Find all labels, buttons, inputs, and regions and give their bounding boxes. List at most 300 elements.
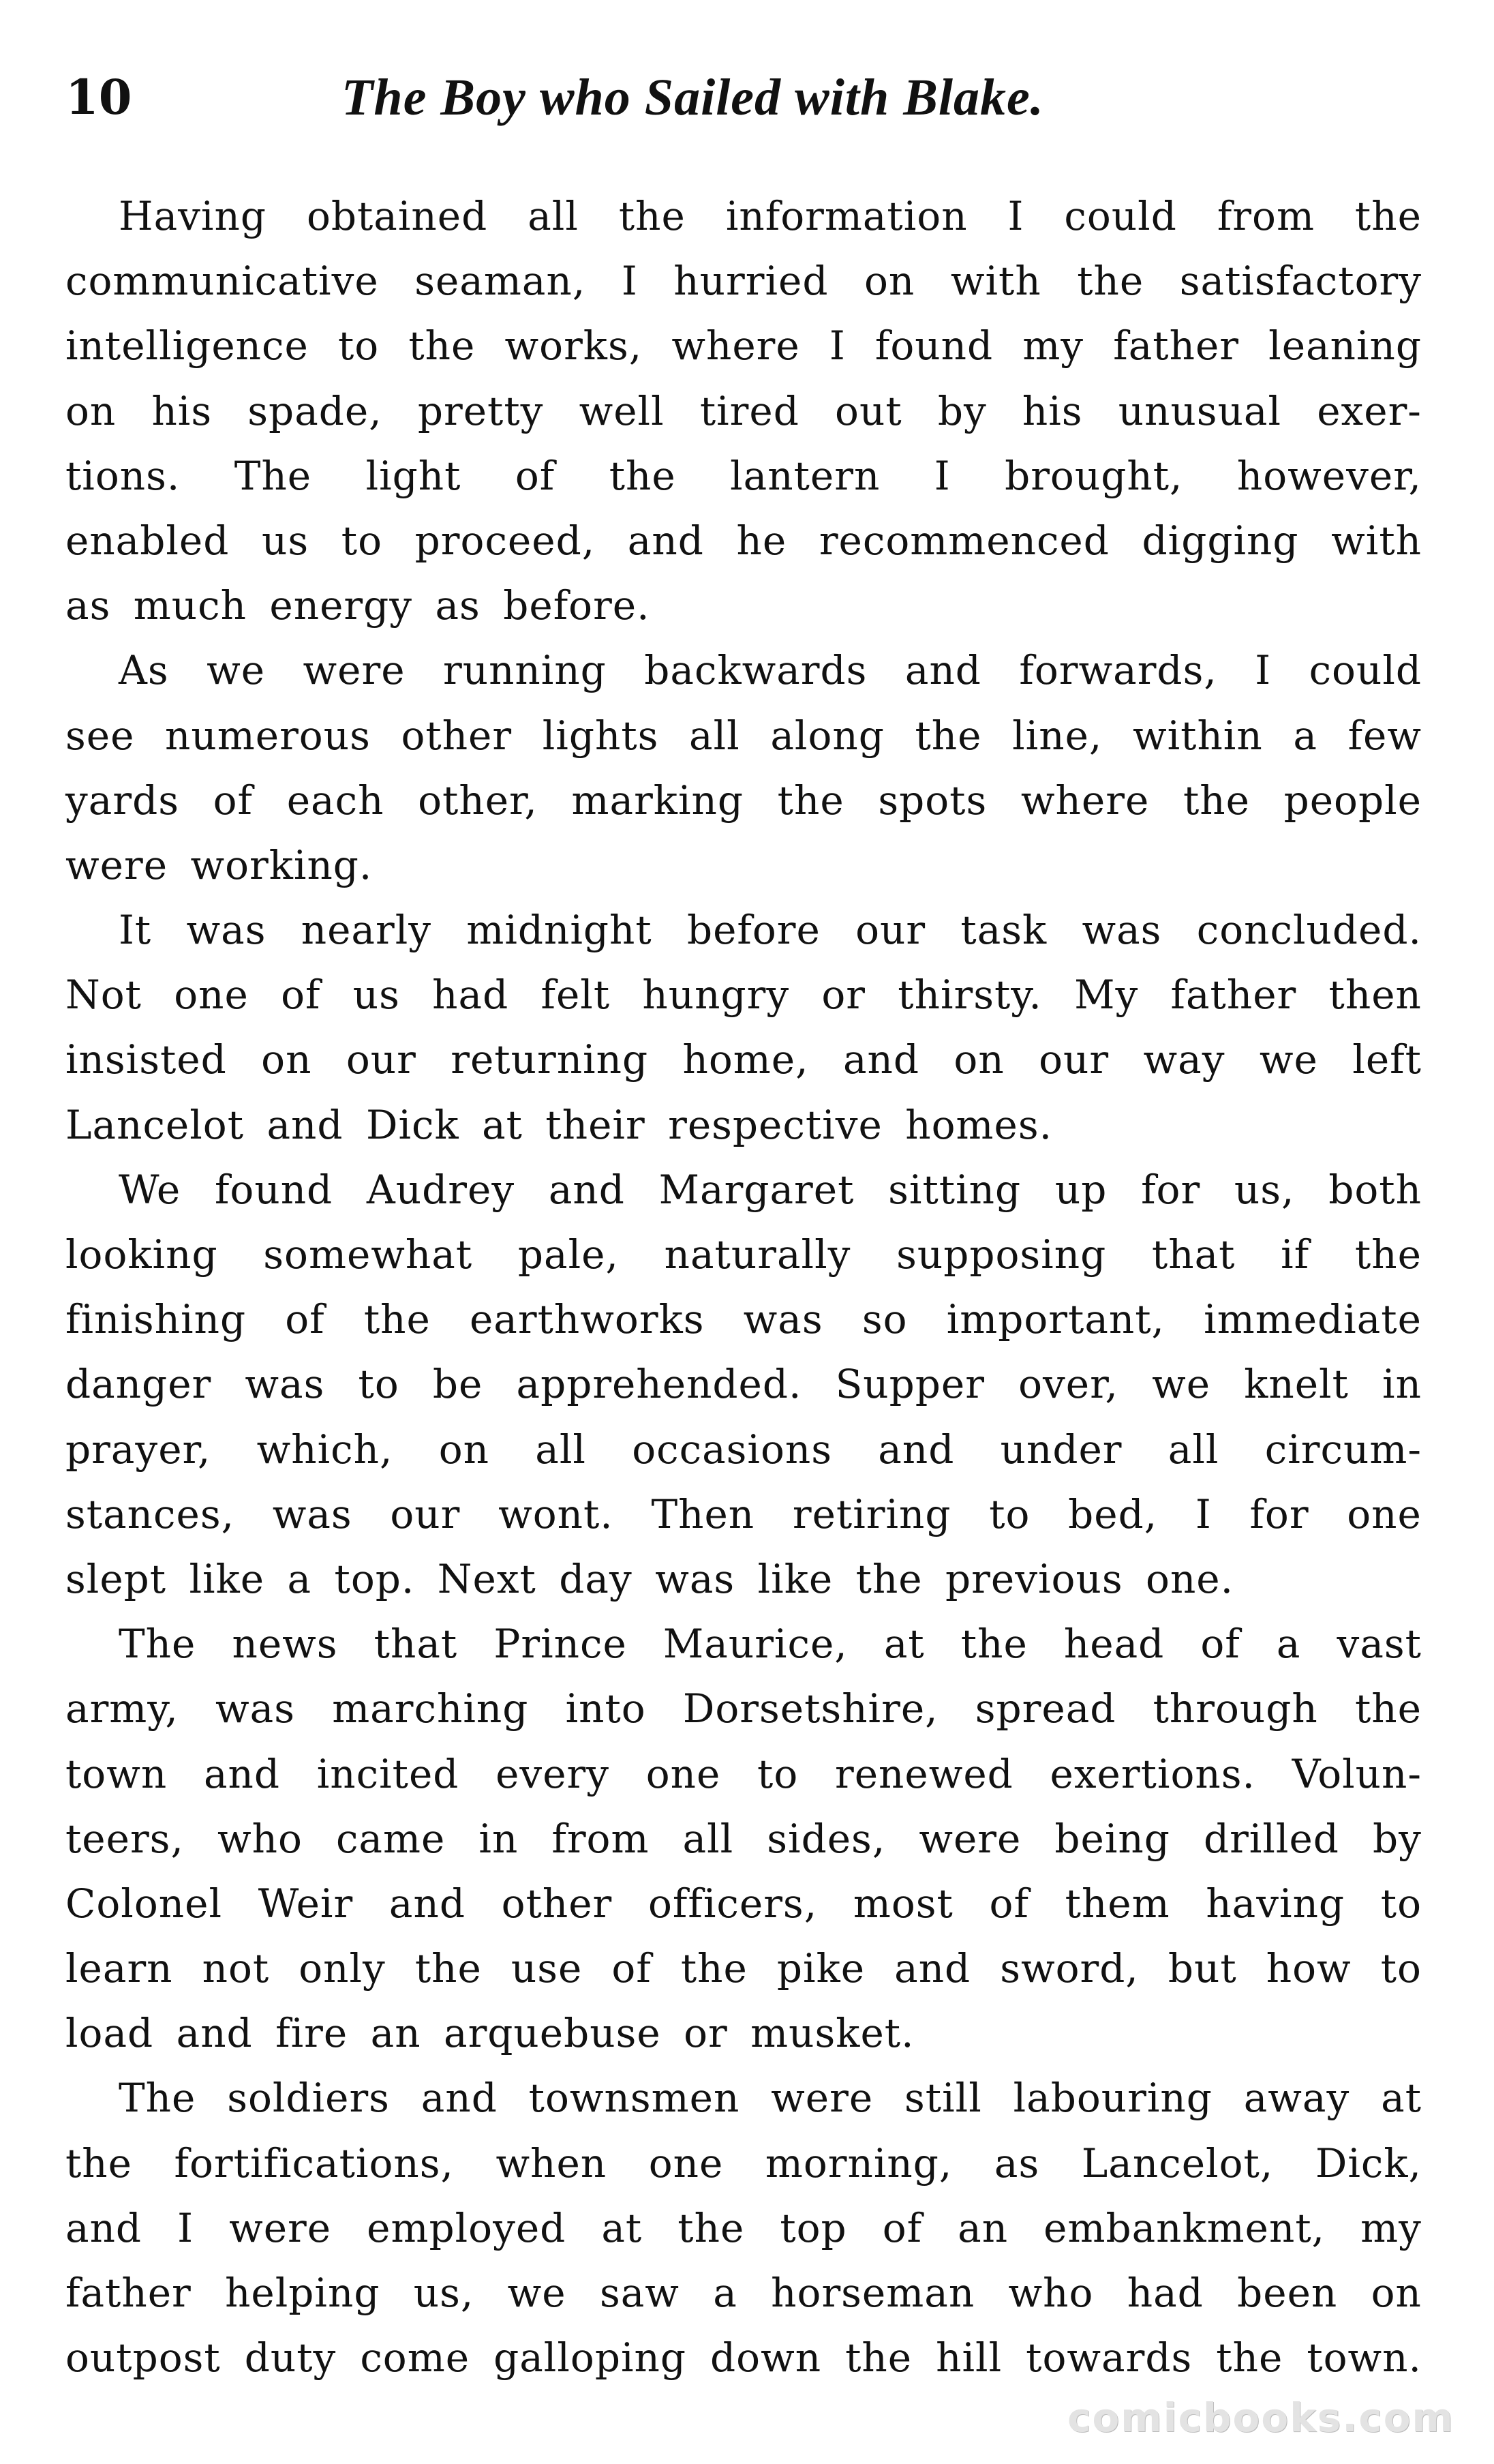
text-line bbox=[65, 1222, 1422, 1287]
text-line bbox=[65, 2196, 1422, 2261]
word: to bbox=[337, 322, 380, 370]
word: stances, bbox=[65, 1490, 235, 1537]
word: and bbox=[388, 1880, 466, 1927]
word: numerous bbox=[165, 712, 371, 759]
word: of bbox=[1200, 1621, 1240, 1668]
word: obtained bbox=[306, 193, 488, 239]
word: the bbox=[1354, 1231, 1422, 1278]
word: teers, bbox=[65, 1815, 184, 1862]
word: on bbox=[954, 1036, 1005, 1083]
word: of bbox=[285, 1296, 325, 1343]
word: wont. bbox=[498, 1490, 613, 1537]
text-line bbox=[65, 963, 1422, 1027]
word: however, bbox=[1236, 452, 1422, 499]
text-line bbox=[65, 2261, 1422, 2326]
word: under bbox=[1000, 1426, 1123, 1473]
word: the bbox=[1354, 193, 1422, 239]
word: one bbox=[648, 2139, 724, 2187]
word: to bbox=[757, 1750, 799, 1797]
word: sword, bbox=[1000, 1945, 1139, 1992]
word: Dorsetshire, bbox=[682, 1685, 939, 1732]
text-line: Lancelot and Dick at their respective homes. bbox=[65, 1101, 1053, 1148]
word: the bbox=[414, 1945, 482, 1992]
word: I bbox=[1007, 193, 1024, 239]
word: army, bbox=[65, 1685, 179, 1732]
word: other bbox=[401, 712, 513, 759]
word: that bbox=[374, 1621, 458, 1668]
word: all bbox=[689, 712, 740, 759]
word: learn bbox=[65, 1945, 173, 1992]
word: Supper bbox=[835, 1361, 985, 1408]
word: the bbox=[915, 712, 982, 759]
word: town. bbox=[1307, 2334, 1422, 2382]
word: left bbox=[1352, 1036, 1422, 1083]
word: soldiers bbox=[227, 2075, 390, 2122]
word: naturally bbox=[664, 1231, 851, 1278]
word: supposing bbox=[896, 1231, 1107, 1278]
word: we bbox=[1152, 1361, 1211, 1408]
word: enabled bbox=[65, 517, 230, 564]
word: one bbox=[1347, 1490, 1422, 1537]
word: bed, bbox=[1068, 1490, 1158, 1537]
word: by bbox=[1372, 1815, 1422, 1862]
word: felt bbox=[540, 972, 611, 1019]
text-line bbox=[65, 704, 1422, 768]
word: circum- bbox=[1264, 1426, 1422, 1473]
word: us, bbox=[413, 2270, 474, 2316]
word: been bbox=[1237, 2270, 1338, 2316]
word: of bbox=[882, 2204, 923, 2251]
word: only bbox=[299, 1945, 386, 1992]
word: drilled bbox=[1203, 1815, 1339, 1862]
text-line bbox=[65, 1677, 1422, 1741]
word: Having bbox=[119, 193, 266, 239]
word: the bbox=[845, 2334, 913, 2382]
word: within bbox=[1132, 712, 1263, 759]
word: The bbox=[234, 452, 312, 499]
word: down bbox=[710, 2334, 822, 2382]
word: with bbox=[950, 258, 1041, 305]
word: seaman, bbox=[414, 258, 586, 305]
word: by bbox=[937, 387, 987, 434]
word: not bbox=[202, 1945, 270, 1992]
word: exertions. bbox=[1050, 1750, 1255, 1797]
word: or bbox=[821, 972, 866, 1019]
watermark: comicbooks.com bbox=[1067, 2394, 1454, 2441]
word: tions. bbox=[65, 452, 181, 499]
word: forwards, bbox=[1019, 647, 1217, 694]
text-line bbox=[65, 444, 1422, 509]
word: labouring bbox=[1013, 2075, 1213, 2122]
running-title: The Boy who Sailed with Blake. bbox=[341, 69, 1044, 126]
paragraph bbox=[65, 184, 1422, 638]
word: so bbox=[862, 1296, 908, 1343]
word: along bbox=[770, 712, 885, 759]
word: digging bbox=[1142, 517, 1299, 564]
word: we bbox=[507, 2270, 566, 2316]
word: exer- bbox=[1317, 387, 1422, 434]
word: in bbox=[1382, 1361, 1422, 1408]
word: backwards bbox=[644, 647, 868, 694]
text-line: as much energy as before. bbox=[65, 582, 650, 629]
word: concluded. bbox=[1196, 907, 1422, 954]
word: Colonel bbox=[65, 1880, 222, 1927]
word: come bbox=[360, 2334, 470, 2382]
word: hungry bbox=[642, 972, 790, 1019]
word: my bbox=[1022, 322, 1084, 370]
word: townsmen bbox=[528, 2075, 740, 2122]
word: light bbox=[365, 452, 461, 499]
word: apprehended. bbox=[516, 1361, 802, 1408]
page-header bbox=[65, 60, 1422, 135]
word: pretty bbox=[417, 387, 544, 434]
word: recommenced bbox=[819, 517, 1110, 564]
word: thirsty. bbox=[898, 972, 1042, 1019]
word: where bbox=[1020, 777, 1150, 824]
word: then bbox=[1328, 972, 1422, 1019]
word: were bbox=[229, 2204, 332, 2251]
word: the bbox=[1183, 777, 1250, 824]
word: each bbox=[286, 777, 384, 824]
text-line: load and fire an arquebuse or musket. bbox=[65, 2010, 915, 2057]
word: sitting bbox=[888, 1166, 1022, 1213]
word: us, bbox=[1234, 1166, 1295, 1213]
text-line bbox=[65, 1612, 1422, 1677]
word: of bbox=[281, 972, 321, 1019]
word: somewhat bbox=[263, 1231, 473, 1278]
word: at bbox=[601, 2204, 643, 2251]
word: us bbox=[262, 517, 309, 564]
paragraph bbox=[65, 638, 1422, 898]
word: was bbox=[743, 1296, 823, 1343]
word: a bbox=[713, 2270, 737, 2316]
word: were bbox=[919, 1815, 1022, 1862]
text-line bbox=[65, 1936, 1422, 2001]
word: hill bbox=[936, 2334, 1003, 2382]
word: being bbox=[1054, 1815, 1170, 1862]
word: was bbox=[186, 907, 266, 954]
word: but bbox=[1168, 1945, 1237, 1992]
word: I bbox=[934, 452, 951, 499]
word: insisted bbox=[65, 1036, 227, 1083]
word: as bbox=[994, 2139, 1040, 2187]
word: was bbox=[245, 1361, 325, 1408]
word: of bbox=[989, 1880, 1029, 1927]
word: in bbox=[478, 1815, 519, 1862]
word: hurried bbox=[673, 258, 829, 305]
word: was bbox=[215, 1685, 295, 1732]
word: of bbox=[515, 452, 555, 499]
word: brought, bbox=[1005, 452, 1183, 499]
word: Audrey bbox=[366, 1166, 515, 1213]
word: found bbox=[874, 322, 994, 370]
text-line bbox=[65, 1872, 1422, 1936]
word: morning, bbox=[765, 2139, 953, 2187]
word: to bbox=[358, 1361, 399, 1408]
word: I bbox=[177, 2204, 194, 2251]
word: home, bbox=[682, 1036, 809, 1083]
word: well bbox=[579, 387, 665, 434]
word: into bbox=[565, 1685, 646, 1732]
word: and bbox=[203, 1750, 280, 1797]
word: the bbox=[960, 1621, 1028, 1668]
text-line bbox=[65, 1352, 1422, 1417]
word: all bbox=[1168, 1426, 1219, 1473]
word: The bbox=[119, 1621, 196, 1668]
text-line bbox=[65, 249, 1422, 314]
text-line bbox=[65, 1482, 1422, 1547]
text-line bbox=[65, 1027, 1422, 1092]
word: most bbox=[853, 1880, 954, 1927]
word: and bbox=[548, 1166, 625, 1213]
word: his bbox=[1022, 387, 1083, 434]
word: up bbox=[1054, 1166, 1108, 1213]
word: were bbox=[303, 647, 406, 694]
word: vast bbox=[1337, 1621, 1422, 1668]
word: proceed, bbox=[414, 517, 596, 564]
body-text bbox=[65, 184, 1422, 2390]
word: had bbox=[432, 972, 509, 1019]
word: was bbox=[272, 1490, 352, 1537]
text-line bbox=[65, 2066, 1422, 2131]
word: Then bbox=[651, 1490, 755, 1537]
word: communicative bbox=[65, 258, 379, 305]
word: to bbox=[989, 1490, 1031, 1537]
word: on bbox=[1371, 2270, 1422, 2316]
word: before bbox=[686, 907, 821, 954]
word: of bbox=[213, 777, 254, 824]
word: head bbox=[1063, 1621, 1165, 1668]
word: I bbox=[621, 258, 638, 305]
word: could bbox=[1309, 647, 1422, 694]
word: how bbox=[1266, 1945, 1352, 1992]
word: outpost bbox=[65, 2334, 221, 2382]
word: town bbox=[65, 1750, 168, 1797]
word: out bbox=[835, 387, 902, 434]
text-line bbox=[65, 1417, 1422, 1482]
word: the bbox=[609, 452, 676, 499]
word: spots bbox=[878, 777, 988, 824]
word: the bbox=[1077, 258, 1144, 305]
word: the bbox=[65, 2139, 132, 2187]
word: helping bbox=[225, 2270, 380, 2316]
word: that bbox=[1151, 1231, 1236, 1278]
word: a bbox=[1276, 1621, 1301, 1668]
word: I bbox=[1255, 647, 1272, 694]
word: Margaret bbox=[658, 1166, 855, 1213]
word: both bbox=[1328, 1166, 1422, 1213]
word: and bbox=[894, 1945, 971, 1992]
word: Lancelot, bbox=[1081, 2139, 1274, 2187]
word: nearly bbox=[301, 907, 432, 954]
text-line bbox=[65, 1287, 1422, 1352]
word: My bbox=[1074, 972, 1139, 1019]
word: renewed bbox=[834, 1750, 1013, 1797]
text-line bbox=[65, 379, 1422, 444]
word: them bbox=[1065, 1880, 1170, 1927]
word: still bbox=[904, 2075, 982, 2122]
word: his bbox=[151, 387, 213, 434]
word: our bbox=[1039, 1036, 1110, 1083]
word: prayer, bbox=[65, 1426, 211, 1473]
word: incited bbox=[316, 1750, 459, 1797]
word: the bbox=[618, 193, 686, 239]
word: embankment, bbox=[1043, 2204, 1326, 2251]
word: I bbox=[1195, 1490, 1212, 1537]
text-line bbox=[65, 1807, 1422, 1872]
word: one bbox=[645, 1750, 721, 1797]
word: way bbox=[1143, 1036, 1225, 1083]
word: few bbox=[1347, 712, 1422, 759]
paragraph bbox=[65, 1612, 1422, 2066]
word: fortifications, bbox=[174, 2139, 454, 2187]
text-line: slept like a top. Next day was like the previous one. bbox=[65, 1555, 1234, 1602]
word: the bbox=[677, 2204, 745, 2251]
word: top bbox=[780, 2204, 847, 2251]
word: the bbox=[777, 777, 844, 824]
word: intelligence bbox=[65, 322, 309, 370]
word: with bbox=[1331, 517, 1422, 564]
word: we bbox=[1259, 1036, 1318, 1083]
word: running bbox=[442, 647, 607, 694]
text-line bbox=[65, 509, 1422, 573]
word: from bbox=[551, 1815, 650, 1862]
word: It bbox=[119, 907, 152, 954]
word: who bbox=[1008, 2270, 1094, 2316]
word: spade, bbox=[247, 387, 382, 434]
word: pike bbox=[776, 1945, 866, 1992]
word: came bbox=[335, 1815, 446, 1862]
word: on bbox=[261, 1036, 312, 1083]
word: works, bbox=[504, 322, 643, 370]
word: and bbox=[878, 1426, 955, 1473]
word: our bbox=[390, 1490, 461, 1537]
word: all bbox=[528, 193, 579, 239]
word: who bbox=[217, 1815, 303, 1862]
word: had bbox=[1127, 2270, 1204, 2316]
text-line bbox=[65, 184, 1422, 249]
word: could bbox=[1064, 193, 1177, 239]
word: all bbox=[535, 1426, 586, 1473]
word: father bbox=[1170, 972, 1297, 1019]
word: a bbox=[1293, 712, 1317, 759]
text-line bbox=[65, 638, 1422, 703]
word: towards bbox=[1026, 2334, 1193, 2382]
word: one bbox=[174, 972, 249, 1019]
word: to bbox=[1380, 1945, 1422, 1992]
word: when bbox=[496, 2139, 607, 2187]
word: the bbox=[363, 1296, 431, 1343]
word: if bbox=[1281, 1231, 1310, 1278]
word: other, bbox=[418, 777, 538, 824]
word: and bbox=[65, 2204, 142, 2251]
word: people bbox=[1283, 777, 1422, 824]
text-line bbox=[65, 1158, 1422, 1222]
text-line: were working. bbox=[65, 841, 373, 888]
word: which, bbox=[256, 1426, 393, 1473]
word: leaning bbox=[1268, 322, 1422, 370]
word: marking bbox=[571, 777, 744, 824]
word: to bbox=[341, 517, 383, 564]
word: an bbox=[958, 2204, 1009, 2251]
text-line bbox=[65, 768, 1422, 833]
word: father bbox=[1113, 322, 1239, 370]
word: and bbox=[842, 1036, 919, 1083]
word: As bbox=[119, 647, 169, 694]
word: be bbox=[432, 1361, 483, 1408]
word: satisfactory bbox=[1179, 258, 1422, 305]
word: for bbox=[1249, 1490, 1309, 1537]
paragraph bbox=[65, 2066, 1422, 2390]
page-number: 10 bbox=[65, 69, 132, 125]
word: We bbox=[119, 1166, 181, 1213]
word: to bbox=[1380, 1880, 1422, 1927]
word: saw bbox=[599, 2270, 680, 2316]
word: our bbox=[346, 1036, 416, 1083]
word: line, bbox=[1012, 712, 1103, 759]
word: through bbox=[1153, 1685, 1318, 1732]
word: looking bbox=[65, 1231, 218, 1278]
word: danger bbox=[65, 1361, 212, 1408]
word: found bbox=[214, 1166, 333, 1213]
word: employed bbox=[367, 2204, 566, 2251]
word: and bbox=[904, 647, 981, 694]
word: Not bbox=[65, 972, 142, 1019]
word: finishing bbox=[65, 1296, 247, 1343]
word: at bbox=[1381, 2075, 1422, 2122]
word: were bbox=[771, 2075, 874, 2122]
word: on bbox=[65, 387, 117, 434]
word: lantern bbox=[730, 452, 881, 499]
word: midnight bbox=[466, 907, 652, 954]
word: news bbox=[232, 1621, 338, 1668]
word: pale, bbox=[517, 1231, 619, 1278]
word: occasions bbox=[632, 1426, 833, 1473]
word: over, bbox=[1018, 1361, 1118, 1408]
paragraph bbox=[65, 898, 1422, 1158]
word: the bbox=[1216, 2334, 1283, 2382]
text-line bbox=[65, 898, 1422, 963]
word: immediate bbox=[1204, 1296, 1422, 1343]
word: Volun- bbox=[1292, 1750, 1422, 1797]
word: yards bbox=[65, 777, 179, 824]
word: on bbox=[438, 1426, 489, 1473]
word: the bbox=[680, 1945, 748, 1992]
word: on bbox=[864, 258, 915, 305]
word: was bbox=[1082, 907, 1162, 954]
word: Weir bbox=[258, 1880, 354, 1927]
text-line bbox=[65, 2131, 1422, 2196]
word: earthworks bbox=[469, 1296, 705, 1343]
word: other bbox=[501, 1880, 613, 1927]
word: Maurice, bbox=[662, 1621, 848, 1668]
text-line bbox=[65, 314, 1422, 378]
word: sides, bbox=[767, 1815, 886, 1862]
word: The bbox=[119, 2075, 196, 2122]
word: us bbox=[352, 972, 400, 1019]
word: all bbox=[682, 1815, 734, 1862]
word: duty bbox=[244, 2334, 337, 2382]
word: I bbox=[829, 322, 846, 370]
word: officers, bbox=[648, 1880, 818, 1927]
word: spread bbox=[975, 1685, 1116, 1732]
word: from bbox=[1217, 193, 1315, 239]
word: lights bbox=[542, 712, 659, 759]
word: important, bbox=[946, 1296, 1165, 1343]
word: Prince bbox=[493, 1621, 627, 1668]
word: the bbox=[408, 322, 476, 370]
word: task bbox=[960, 907, 1048, 954]
